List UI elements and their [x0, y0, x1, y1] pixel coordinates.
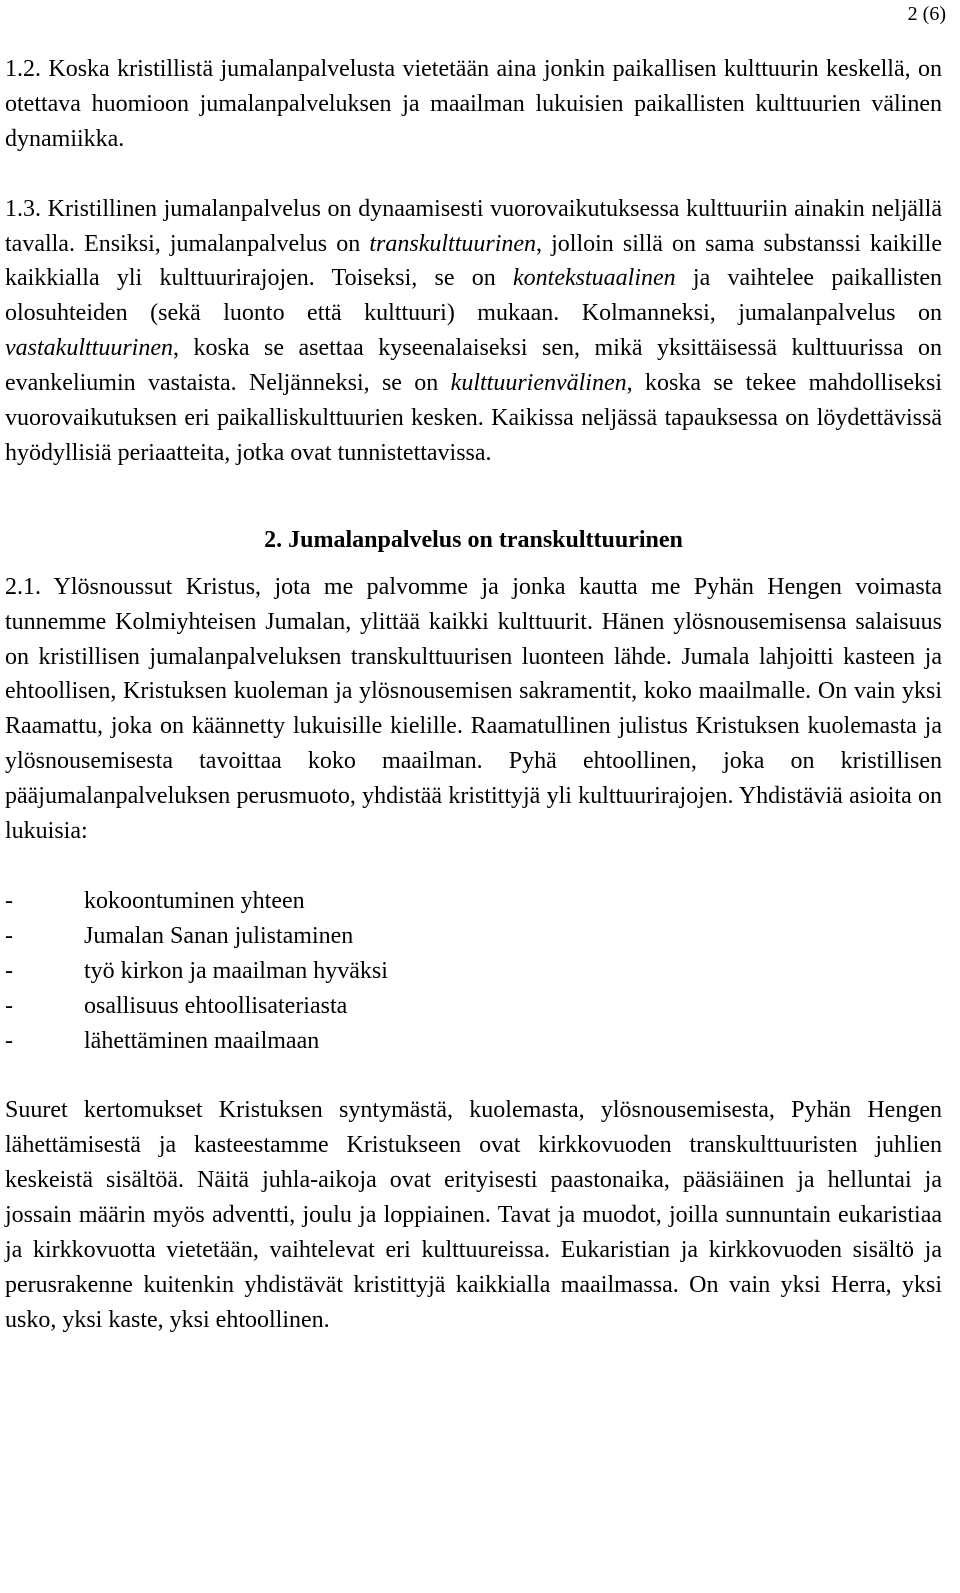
list-dash: - — [5, 957, 13, 984]
document-body — [5, 52, 942, 1338]
term-transcultural: transkulttuurinen — [369, 230, 537, 257]
term-contextual: kontekstuaalinen — [513, 265, 676, 292]
list-dash: - — [5, 887, 13, 914]
term-countercultural: vastakulttuurinen — [5, 335, 173, 362]
list-dash: - — [5, 922, 13, 949]
unifying-items-list — [5, 884, 942, 1059]
list-item-text: osallisuus ehtoollisateriasta — [84, 992, 348, 1019]
list-item-text: työ kirkon ja maailman hyväksi — [84, 957, 388, 984]
paragraph-1-3 — [5, 192, 942, 471]
paragraph-1-3-text-4: , koska se asettaa kyseenalaiseksi sen, mikä yksittäisessä kulttuurissa on evankeliumin vastaista. Neljänneksi, se on — [5, 335, 942, 397]
paragraph-1-3-text-5: , koska se tekee mahdolliseksi vuorovaikutuksen eri paikalliskulttuurien kesken. Kaikissa neljässä tapauksessa on löydettävissä hyödyllisiä periaatteita, jotka ovat tunnistettavissa. — [5, 370, 942, 466]
list-dash: - — [5, 1027, 13, 1054]
paragraph-1-3-text-3: ja vaihtelee paikallisten olosuhteiden (sekä luonto että kulttuuri) mukaan. Kolmanneksi, jumalanpalvelus on — [5, 265, 942, 327]
list-item-text: Jumalan Sanan julistaminen — [84, 922, 354, 949]
list-item — [5, 919, 942, 954]
list-item — [5, 989, 942, 1024]
list-item-text: kokoontuminen yhteen — [84, 887, 305, 914]
list-item-text: lähettäminen maailmaan — [84, 1027, 320, 1054]
page-number: 2 (6) — [907, 3, 946, 25]
section-heading-2: 2. Jumalanpalvelus on transkulttuurinen — [264, 526, 683, 553]
paragraph-1-3-text-1: 1.3. Kristillinen jumalanpalvelus on dynaamisesti vuorovaikutuksessa kulttuuriin ainakin neljällä tavalla. Ensiksi, jumalanpalvelus on — [5, 195, 942, 257]
paragraph-1-3-text-2: , jolloin sillä on sama substanssi kaikille kaikkialla yli kulttuurirajojen. Toiseksi, se on — [5, 230, 942, 292]
term-cross-cultural: kulttuurienvälinen — [450, 370, 627, 397]
paragraph-1-2: 1.2. Koska kristillistä jumalanpalvelusta vietetään aina jonkin paikallisen kulttuurin keskellä, on otettava huomioon jumalanpalveluksen ja maailman lukuisien paikallisten kulttuurien välinen dynamiikka. — [5, 56, 942, 152]
paragraph-final: Suuret kertomukset Kristuksen syntymästä, kuolemasta, ylösnousemisesta, Pyhän Hengen lähettämisestä ja kasteestamme Kristukseen ovat kirkkovuoden transkulttuuristen juhlien keskeistä sisältöä. Näitä juhla-aikoja ovat erityisesti paastonaika, pääsiäinen ja helluntai ja jossain määrin myös adventti, joulu ja loppiainen. Tavat ja muodot, joilla sunnuntain eukaristiaa ja kirkkovuotta vietetään, vaihtelevat eri kulttuureissa. Eukaristian ja kirkkovuoden sisältö ja perusrakenne kuitenkin yhdistävät kristittyjä kaikkialla maailmassa. On vain yksi Herra, yksi usko, yksi kaste, yksi ehtoollinen. — [5, 1097, 942, 1333]
list-item — [5, 954, 942, 989]
list-item — [5, 1024, 942, 1059]
paragraph-2-1: 2.1. Ylösnoussut Kristus, jota me palvomme ja jonka kautta me Pyhän Hengen voimasta tunnemme Kolmiyhteisen Jumalan, ylittää kaikki kulttuurit. Hänen ylösnousemisensa salaisuus on kristillisen jumalanpalveluksen transkulttuurisen luonteen lähde. Jumala lahjoitti kasteen ja ehtoollisen, Kristuksen kuoleman ja ylösnousemisen sakramentit, koko maailmalle. On vain yksi Raamattu, joka on käännetty lukuisille kielille. Raamatullinen julistus Kristuksen kuolemasta ja ylösnousemisesta tavoittaa koko maailman. Pyhä ehtoollinen, joka on kristillisen pääjumalanpalveluksen perusmuoto, yhdistää kristittyjä yli kulttuurirajojen. Yhdistäviä asioita on lukuisia: — [5, 573, 942, 845]
list-dash: - — [5, 992, 13, 1019]
list-item — [5, 884, 942, 919]
